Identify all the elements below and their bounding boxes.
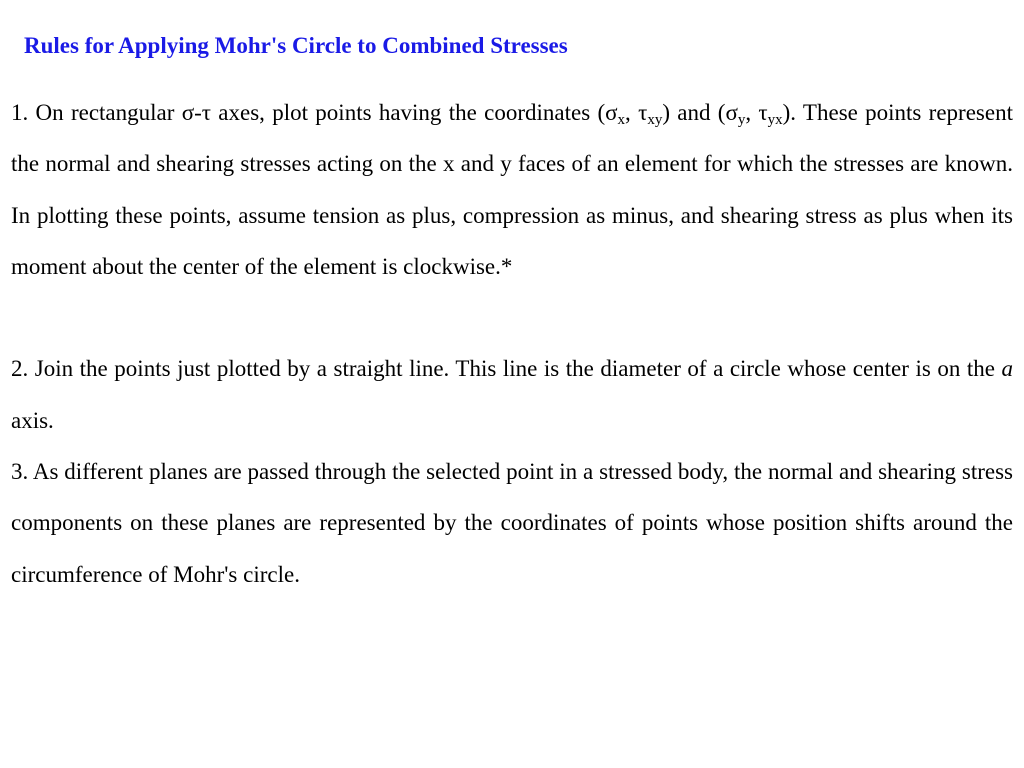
subscript-xy: xy: [647, 112, 663, 128]
subscript-x: x: [617, 112, 626, 128]
rule-1-comma-1: , τ: [625, 100, 648, 125]
rule-3: 3. As different planes are passed through the selected point in a stressed body, the normal and shearing stress components on these planes are represented by the coordinates of points whose position shifts around the circumference of Mohr's circle.: [11, 459, 1013, 587]
rule-2-tail: axis.: [11, 407, 54, 433]
rule-2: [11, 343, 1013, 446]
slide-title: Rules for Applying Mohr's Circle to Combined Stresses: [24, 33, 568, 58]
subscript-yx: yx: [767, 112, 783, 128]
rules-body: [11, 87, 1013, 600]
rule-1-tail: ). These points represent the normal and shearing stresses acting on the x and y faces of an element for which the stresses are known. In plotting these points, assume tension as plus, compression as minus, and shearing stress as plus when its moment about the center of the element is clockwise.*: [11, 100, 1013, 279]
rule-2-lead: 2. Join the points just plotted by a straight line. This line is the diameter of a circle whose center is on the: [11, 356, 1002, 382]
rule-1-comma-2: ) and (σ: [662, 100, 738, 125]
subscript-y: y: [737, 112, 746, 128]
axis-letter: a: [1001, 356, 1013, 382]
rule-1-comma-3: , τ: [745, 100, 768, 125]
rule-1: [11, 87, 1013, 292]
rule-1-lead: 1. On rectangular σ-τ axes, plot points having the coordinates (σ: [11, 100, 618, 125]
paragraph-gap: [11, 292, 1013, 343]
